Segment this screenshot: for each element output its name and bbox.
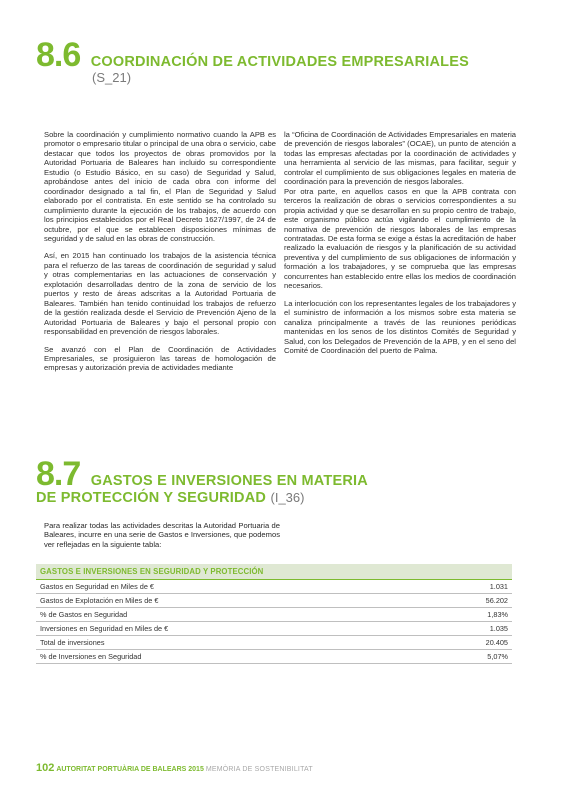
- intro-text: Para realizar todas las actividades descritas la Autoridad Portuaria de Baleares, incurre en una serie de Gastos e Inversiones, que podemos ver reflejadas en la siguiente tabla:: [44, 521, 280, 549]
- expenses-table: [36, 564, 512, 664]
- page-number: 102: [36, 762, 55, 774]
- row-value: 1.031: [425, 580, 512, 594]
- table-row: [36, 594, 512, 608]
- table-header-row: [36, 564, 512, 580]
- section-title-line2: DE PROTECCIÓN Y SEGURIDAD: [36, 490, 267, 506]
- table-row: [36, 608, 512, 622]
- table-row: [36, 636, 512, 650]
- footer-subtitle: MEMÒRIA DE SOSTENIBILITAT: [205, 766, 313, 773]
- row-label: Gastos en Seguridad en Miles de €: [36, 580, 425, 594]
- row-label: Inversiones en Seguridad en Miles de €: [36, 622, 425, 636]
- table-row: [36, 650, 512, 664]
- section-number: 8.6: [36, 36, 81, 74]
- table-header: GASTOS E INVERSIONES EN SEGURIDAD Y PROTECCIÓN: [36, 564, 512, 580]
- row-label: Gastos de Explotación en Miles de €: [36, 594, 425, 608]
- page-footer: [36, 762, 313, 774]
- table-row: [36, 580, 512, 594]
- paragraph: Se avanzó con el Plan de Coordinación de Actividades Empresariales, se prosiguieron las tareas de homologación de empresas y autorización previa de actividades mediante: [44, 344, 276, 373]
- paragraph: Sobre la coordinación y cumplimiento normativo cuando la APB es promotor o empresario titular o principal de una obra o servicio, cabe destacar que todos los proyectos de obras promovidos por la Autoridad Portuaria de Baleares han incluido su correspondiente Estudio (o Estudio Básico, en su caso) de Seguridad y Salud, aprobándose antes del inicio de cada obra con informe del coordinador designado a tal fin, el Plan de Seguridad y Salud elaborado por el contratista. En este sentido se ha controlado su cumplimiento durante la ejecución de los trabajos, de acuerdo con los principios establecidos por el Real Decreto 1627/1997, de 24 de octubre, por el que se establecen disposiciones mínimas de seguridad y de salud en las obras de construcción.: [44, 130, 276, 243]
- paragraph: Así, en 2015 han continuado los trabajos de la asistencia técnica para el refuerzo de las tareas de coordinación de seguridad y salud y otras complementarias en las actuaciones de conservación y explotación desarrolladas dentro de la zona de servicio de los puertos y resto de áreas adscritas a la Autoridad Portuaria de Baleares. También han tenido continuidad los trabajos de refuerzo de la gestión realizada desde el Servicio de Prevención Ajeno de la Autoridad Portuaria de Baleares y bajo el personal propio con responsabilidad en prevención de riesgos laborales.: [44, 251, 276, 337]
- row-value: 1.035: [425, 622, 512, 636]
- table-row: [36, 622, 512, 636]
- footer-org: AUTORITAT PORTUÀRIA DE BALEARS 2015: [56, 766, 204, 773]
- row-label: Total de inversiones: [36, 636, 425, 650]
- section-number: 8.7: [36, 455, 81, 493]
- section-title-line1: GASTOS E INVERSIONES EN MATERIA: [90, 473, 368, 489]
- paragraph: La interlocución con los representantes legales de los trabajadores y el suministro de información a los mismos sobre esta materia se canaliza principalmente a través de las reuniones periódicas mantenidas en los senos de los distintos Comités de Seguridad y Salud, con los Delegados de Prevención de la APB, y en el seno del Comité de Coordinación del puerto de Palma.: [284, 298, 516, 355]
- section-title: COORDINACIÓN DE ACTIVIDADES EMPRESARIALES: [90, 54, 469, 70]
- row-label: % de Inversiones en Seguridad: [36, 650, 425, 664]
- paragraph: Por otra parte, en aquellos casos en que la APB contrata con terceros la realización de obras o servicios correspondientes a su propia actividad y que se desarrollan en su propio centro de trabajo, este organismo público actúa vigilando el cumplimiento de la normativa de prevención de riesgos laborales de las empresas contratadas. De esta forma se exige a éstas la acreditación de haber realizado la evaluación de riesgos y la planificación de su actividad preventiva y del cumplimiento de sus obligaciones de información y formación a los trabajadores, y se comprueba que las empresas concurrentes han establecido entre ellas los medios de coordinación necesarios.: [284, 186, 516, 291]
- section-code: (S_21): [92, 70, 132, 85]
- row-value: 1,83%: [425, 608, 512, 622]
- row-value: 20.405: [425, 636, 512, 650]
- row-value: 5,07%: [425, 650, 512, 664]
- section-heading-8-7: [36, 457, 368, 507]
- left-column: [44, 130, 276, 381]
- row-label: % de Gastos en Seguridad: [36, 608, 425, 622]
- section-heading-8-6: [36, 38, 469, 85]
- paragraph: la “Oficina de Coordinación de Actividades Empresariales en materia de prevención de riesgos laborales” (OCAE), un punto de atención a todas las empresas afectadas por la coordinación de actividades y una herramienta al servicio de las mismas, para facilitar, seguir y controlar el cumplimiento de sus obligaciones legales en materia de coordinación para la prevención de riesgos laborales.: [284, 130, 516, 187]
- section-code: (I_36): [270, 490, 305, 505]
- row-value: 56.202: [425, 594, 512, 608]
- right-column: [284, 130, 516, 363]
